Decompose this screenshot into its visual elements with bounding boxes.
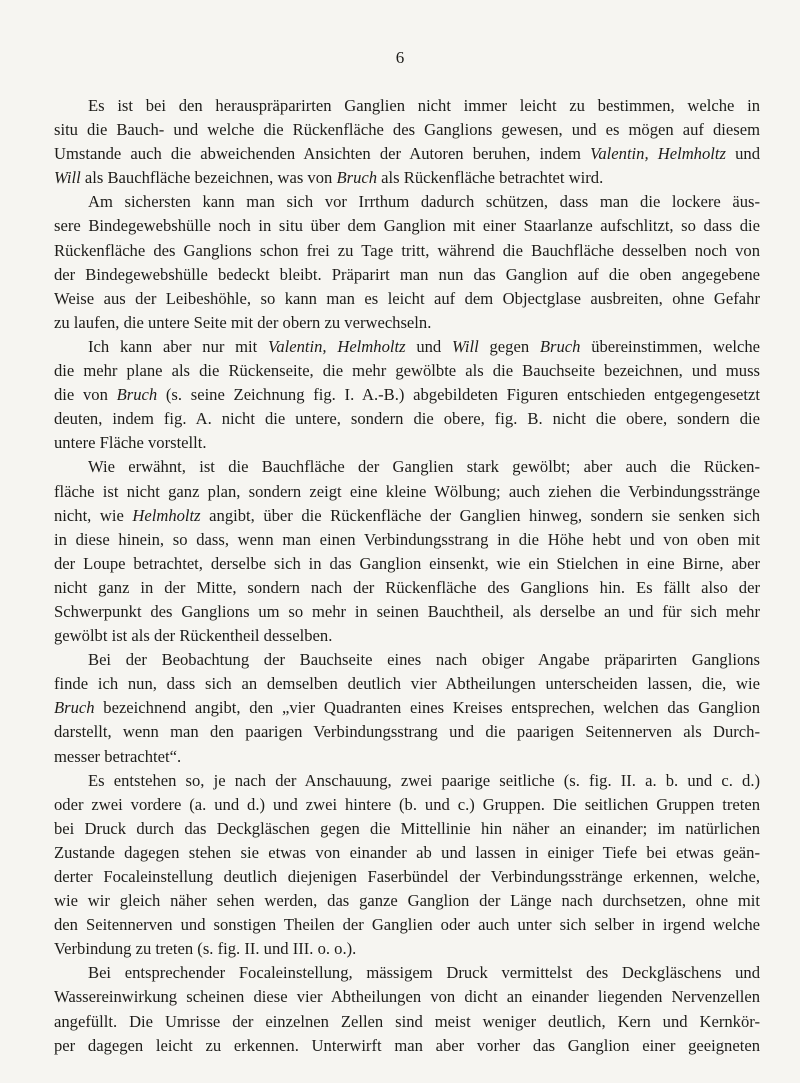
text-line: deuten, indem fig. A. nicht die untere, sondern die obere, fig. B. nicht die obere, sondern die bbox=[54, 409, 760, 429]
text-line: Wie erwähnt, ist die Bauchfläche der Ganglien stark gewölbt; aber auch die Rücken- bbox=[88, 457, 760, 477]
text-line: Will als Bauchfläche bezeichnen, was von Bruch als Rückenfläche betrachtet wird. bbox=[54, 168, 604, 188]
text-line: gewölbt ist als der Rückentheil desselben. bbox=[54, 626, 333, 646]
author-name: Helmholtz bbox=[132, 505, 201, 525]
text-line: sere Bindegewebshülle noch in situ über dem Ganglion mit einer Staarlanze aufschlitzt, so dass die bbox=[54, 216, 760, 236]
page-number: 6 bbox=[395, 48, 405, 67]
text-line: per dagegen leicht zu erkennen. Unterwirft man aber vorher das Ganglion einer geeigneten bbox=[54, 1035, 760, 1055]
author-name: Valentin, Helmholtz bbox=[590, 144, 726, 164]
text-line: untere Fläche vorstellt. bbox=[54, 433, 207, 453]
text-line: den Seitennerven und sonstigen Theilen der Ganglien oder auch unter sich selber in irgend welche bbox=[54, 915, 760, 935]
text-line: die von Bruch (s. seine Zeichnung fig. I. A.-B.) abgebildeten Figuren entschieden entgegengesetzt bbox=[54, 385, 760, 405]
text-line: Weise aus der Leibeshöhle, so kann man es leicht auf dem Objectglase ausbreiten, ohne Gefahr bbox=[54, 288, 760, 308]
paragraph bbox=[54, 769, 760, 962]
text-line: in diese hinein, so dass, wenn man einen Verbindungsstrang in die Höhe hebt und von oben mit bbox=[54, 529, 760, 549]
text-line: Schwerpunkt des Ganglions um so mehr in seinen Bauchtheil, als derselbe an und für sich mehr bbox=[54, 601, 760, 621]
author-name: Bruch bbox=[54, 698, 95, 718]
text-line: darstellt, wenn man den paarigen Verbindungsstrang und die paarigen Seitennerven als Durch- bbox=[54, 722, 760, 742]
text-line: situ die Bauch- und welche die Rückenfläche des Ganglions gewesen, und es mögen auf diesem bbox=[54, 120, 760, 140]
text-line: Verbindung zu treten (s. fig. II. und III. o. o.). bbox=[54, 939, 357, 959]
paragraph bbox=[54, 961, 760, 1057]
text-line: nicht, wie Helmholtz angibt, über die Rückenfläche der Ganglien hinweg, sondern sie senken sich bbox=[54, 505, 760, 525]
text-line: fläche ist nicht ganz plan, sondern zeigt eine kleine Wölbung; auch ziehen die Verbindungsstränge bbox=[54, 481, 760, 501]
text-line: Umstande auch die abweichenden Ansichten der Autoren beruhen, indem Valentin, Helmholtz und bbox=[54, 144, 760, 164]
text-line: bei Druck durch das Deckgläschen gegen die Mittellinie hin näher an einander; im natürlichen bbox=[54, 818, 760, 838]
text-line: wie wir gleich näher sehen werden, das ganze Ganglion der Länge nach durchsetzen, ohne mit bbox=[54, 891, 760, 911]
text-line: zu laufen, die untere Seite mit der obern zu verwechseln. bbox=[54, 312, 432, 332]
text-line: Zustande dagegen stehen sie etwas von einander ab und lassen in einiger Tiefe bei etwas geän- bbox=[54, 842, 760, 862]
author-name: Will bbox=[451, 336, 479, 356]
text-line: finde ich nun, dass sich an demselben deutlich vier Abtheilungen unterscheiden lassen, die, wie bbox=[54, 674, 760, 694]
text-line: messer betrachtet“. bbox=[54, 746, 182, 766]
author-name: Will bbox=[54, 168, 81, 188]
paragraph bbox=[54, 648, 760, 768]
text-line: angefüllt. Die Umrisse der einzelnen Zellen sind meist weniger deutlich, Kern und Kernkör- bbox=[54, 1011, 760, 1031]
author-name: Bruch bbox=[539, 336, 581, 356]
text-line: Bei entsprechender Focaleinstellung, mässigem Druck vermittelst des Deckgläschens und bbox=[88, 963, 760, 983]
author-name: Valentin, Helmholtz bbox=[268, 336, 406, 356]
text-line: Es entstehen so, je nach der Anschauung, zwei paarige seitliche (s. fig. II. a. b. und c. d.) bbox=[88, 770, 760, 790]
paragraph bbox=[54, 455, 760, 648]
body-text bbox=[54, 94, 760, 1058]
text-line: Wassereinwirkung scheinen diese vier Abtheilungen von dicht an einander liegenden Nervenzellen bbox=[54, 987, 760, 1007]
paragraph bbox=[54, 335, 760, 455]
text-line: Am sichersten kann man sich vor Irrthum dadurch schützen, dass man die lockere äus- bbox=[88, 192, 760, 212]
text-line: der Bindegewebshülle bedeckt bleibt. Präparirt man nun das Ganglion auf die oben angegebene bbox=[54, 264, 760, 284]
text-line: die mehr plane als die Rückenseite, die mehr gewölbte als die Bauchseite bezeichnen, und muss bbox=[54, 361, 760, 381]
text-line: Bei der Beobachtung der Bauchseite eines nach obiger Angabe präparirten Ganglions bbox=[88, 650, 760, 670]
author-name: Bruch bbox=[116, 385, 158, 405]
text-line: Ich kann aber nur mit Valentin, Helmholtz und Will gegen Bruch übereinstimmen, welche bbox=[88, 336, 761, 356]
text-line: nicht ganz in der Mitte, sondern nach der Rückenfläche des Ganglions hin. Es fällt also der bbox=[54, 577, 760, 597]
text-line: Bruch bezeichnend angibt, den „vier Quadranten eines Kreises entsprechen, welchen das Ganglion bbox=[54, 698, 760, 718]
text-line: oder zwei vordere (a. und d.) und zwei hintere (b. und c.) Gruppen. Die seitlichen Gruppen treten bbox=[54, 794, 760, 814]
text-line: der Loupe betrachtet, derselbe sich in das Ganglion einsenkt, wie ein Stielchen in eine Birne, aber bbox=[54, 553, 760, 573]
text-line: Es ist bei den herauspräparirten Ganglien nicht immer leicht zu bestimmen, welche in bbox=[88, 96, 760, 115]
paragraph bbox=[54, 94, 760, 190]
text-line: derter Focaleinstellung deutlich diejenigen Faserbündel der Verbindungsstränge erkennen, welche, bbox=[54, 867, 760, 886]
paragraph bbox=[54, 190, 760, 335]
author-name: Bruch bbox=[336, 168, 378, 188]
text-line: Rückenfläche des Ganglions schon frei zu Tage tritt, während die Bauchfläche desselben noch von bbox=[54, 240, 760, 260]
